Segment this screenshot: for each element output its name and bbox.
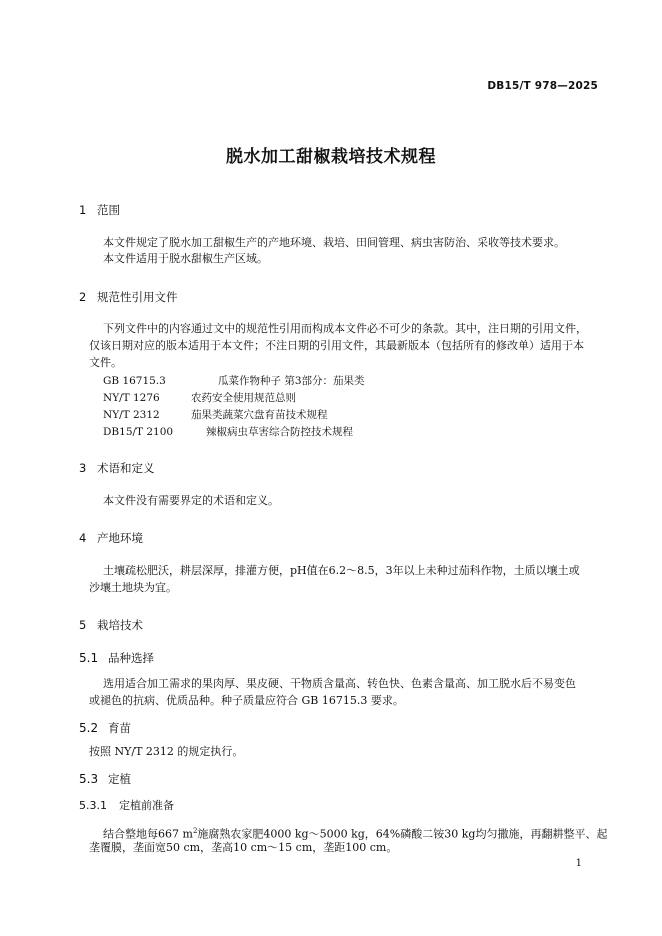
subsection-title: 品种选择 — [108, 651, 154, 665]
subsection-5-3-1-heading — [79, 797, 174, 813]
subsection-5-2-heading — [79, 720, 131, 736]
section-number: 4 — [79, 531, 87, 545]
page-number: 1 — [575, 858, 582, 869]
section-title: 产地环境 — [97, 531, 143, 545]
subsection-number: 5.3 — [79, 772, 99, 786]
section-4-heading — [79, 530, 143, 546]
reference-name: 瓜菜作物种子 第3部分：茄果类 — [218, 375, 365, 387]
subsection-number: 5.3.1 — [79, 799, 107, 812]
paragraph-line: 沙壤土地块为宜。 — [89, 581, 177, 594]
paragraph-line: 或褪色的抗病、优质品种。种子质量应符合 GB 16715.3 要求。 — [89, 694, 404, 707]
reference-item — [103, 424, 353, 439]
paragraph-line: 仅该日期对应的版本适用于本文件；不注日期的引用文件，其最新版本（包括所有的修改单）适用于本 — [89, 339, 584, 352]
reference-item — [103, 390, 296, 405]
subsection-number: 5.1 — [79, 651, 99, 665]
section-3-heading — [79, 460, 155, 476]
subsection-5-3-heading — [79, 771, 131, 787]
section-number: 1 — [79, 203, 87, 217]
paragraph-line: 选用适合加工需求的果肉厚、果皮硬、干物质含量高、转色快、色素含量高、加工脱水后不易变色 — [103, 677, 576, 690]
text-segment: 结合整地每667 m — [103, 827, 193, 841]
subsection-title: 育苗 — [108, 721, 131, 735]
paragraph-line: 文件。 — [89, 356, 122, 369]
reference-code: DB15/T 2100 — [103, 426, 174, 438]
section-5-heading — [79, 617, 143, 633]
document-title: 脱水加工甜椒栽培技术规程 — [226, 147, 436, 167]
section-number: 5 — [79, 618, 87, 632]
reference-name: 农药安全使用规范总则 — [191, 392, 296, 404]
subsection-number: 5.2 — [79, 721, 99, 735]
paragraph-line: 下列文件中的内容通过文中的规范性引用而构成本文件必不可少的条款。其中，注日期的引用文件， — [103, 322, 587, 335]
section-number: 3 — [79, 461, 87, 475]
text-segment: 施腐熟农家肥4000 kg～5000 kg，64%磷酸二铵30 kg均匀撒施，再翻耕整平、起 — [197, 827, 608, 841]
reference-code: GB 16715.3 — [103, 375, 166, 387]
section-title: 范围 — [97, 203, 120, 217]
section-2-heading — [79, 289, 178, 305]
paragraph-line: 垄覆膜，垄面宽50 cm，垄高10 cm～15 cm，垄距100 cm。 — [89, 841, 398, 854]
subsection-5-1-heading — [79, 650, 154, 666]
section-title: 术语和定义 — [97, 461, 155, 475]
subsection-title: 定植 — [108, 772, 131, 786]
reference-code: NY/T 1276 — [103, 392, 160, 404]
reference-name: 茄果类蔬菜穴盘育苗技术规程 — [191, 409, 328, 421]
section-1-heading — [79, 202, 120, 218]
section-number: 2 — [79, 290, 87, 304]
reference-item — [103, 373, 365, 388]
paragraph: 本文件规定了脱水加工甜椒生产的产地环境、栽培、田间管理、病虫害防治、采收等技术要求。 — [103, 236, 565, 249]
reference-code: NY/T 2312 — [103, 409, 160, 421]
reference-item — [103, 407, 328, 422]
section-title: 规范性引用文件 — [97, 290, 178, 304]
paragraph-line: 按照 NY/T 2312 的规定执行。 — [89, 745, 244, 758]
paragraph: 本文件适用于脱水甜椒生产区域。 — [103, 252, 268, 265]
subsection-title: 定植前准备 — [119, 799, 174, 812]
section-title: 栽培技术 — [97, 618, 143, 632]
standard-code: DB15/T 978—2025 — [487, 80, 598, 92]
paragraph: 本文件没有需要界定的术语和定义。 — [103, 494, 279, 507]
paragraph-line: 土壤疏松肥沃，耕层深厚，排灌方便，pH值在6.2～8.5，3年以上未种过茄科作物，土质以壤土或 — [103, 564, 580, 577]
superscript: 2 — [192, 827, 198, 835]
reference-name: 辣椒病虫草害综合防控技术规程 — [206, 426, 353, 438]
